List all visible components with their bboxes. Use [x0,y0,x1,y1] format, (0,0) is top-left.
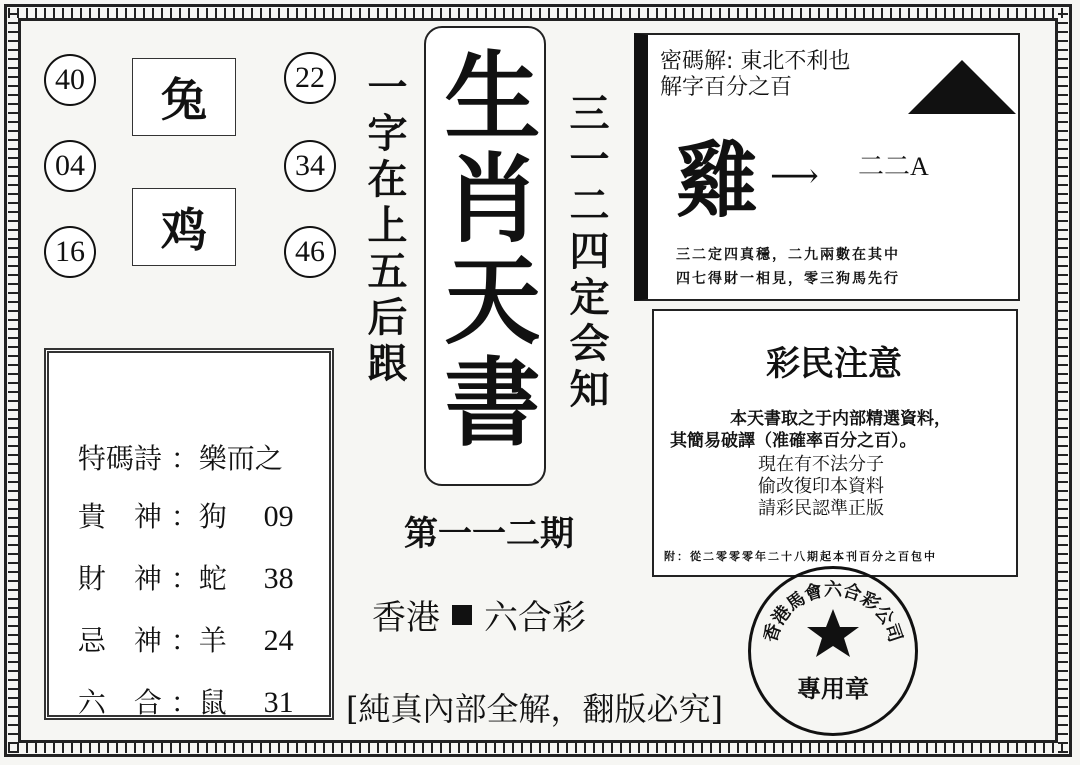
issue-number: 第一一二期 [404,514,574,554]
star-icon [807,609,859,657]
brand-line [372,590,586,639]
poem-label: 貴 神 [77,500,162,533]
arrow-text: 二二A [858,152,929,181]
poem-label: 財 神 [77,562,162,595]
poem-row: 財 神 ：蛇 38 [77,562,294,595]
poem-row: 忌 神 ：羊 24 [77,624,294,657]
border-pattern-bottom [8,743,1068,753]
poem-number: 09 [263,500,294,533]
notice-text-4: 偷改復印本資料 [758,476,884,497]
vertical-phrase-right: 三一二四定会知 [563,92,610,414]
number-circle: 22 [284,52,336,104]
border-pattern-right [1058,8,1068,753]
code-label: 密碼解: [660,49,734,74]
notice-footer: 附：從二零零零年二十八期起本刊百分之百包中 [664,550,937,563]
poem-label: 忌 神 [77,624,162,657]
main-title: 生肖天書 [429,46,542,454]
code-value: 東北不利也 [740,49,851,74]
number-circle: 46 [284,226,336,278]
big-character: 雞 [676,133,759,229]
poem-value: 樂而之 [198,442,283,475]
square-icon [452,605,472,625]
poem-value: 狗 [198,500,227,533]
poem-number: 31 [263,686,294,719]
poem-row: 貴 神 ：狗 09 [77,500,294,533]
poem-value: 蛇 [198,562,227,595]
brand-left: 香港 [372,598,440,638]
number-circle: 40 [44,54,96,106]
official-stamp [748,566,918,736]
border-pattern-top [8,8,1068,18]
stamp-center-text: 專用章 [797,674,869,703]
number-circle: 04 [44,140,96,192]
poem-value: 羊 [198,624,227,657]
number-circle: 34 [284,140,336,192]
vertical-phrase-left: 一字在上五后跟 [361,66,408,388]
notice-text-1: 本天書取之于内部精選資料， [730,409,951,429]
notice-text-3: 現在有不法分子 [758,454,884,475]
code-verse-1: 三二定四真穩，二九兩數在其中 [676,247,900,263]
poem-row: 六 合 ：鼠 31 [77,686,294,719]
brand-right: 六合彩 [484,598,586,638]
main-title-box [424,26,546,486]
triangle-icon [908,60,1016,114]
poem-number: 24 [263,624,294,657]
code-verse-2: 四七得財一相見，零三狗馬先行 [676,271,900,287]
poem-label: 六 合 [77,686,162,719]
number-circle: 16 [44,226,96,278]
code-line-2: 解字百分之百 [660,75,793,100]
notice-text-2: 其簡易破譯（准確率百分之百）。 [670,431,917,451]
poem-number: 38 [263,562,294,595]
poem-label: 特碼詩 [77,442,162,475]
notice-title: 彩民注意 [766,344,902,384]
notice-text-5: 請彩民認準正版 [758,498,884,519]
border-pattern-left [8,8,18,753]
poem-value: 鼠 [198,686,227,719]
poem-row: 特碼詩 ：樂而之 [77,442,283,475]
stamp-ring-text: 香港馬會六合彩公司 [760,579,906,645]
slogan: [純真內部全解，翻版必究] [346,690,723,728]
zodiac-box: 鸡 [132,188,236,266]
zodiac-box: 兔 [132,58,236,136]
arrow-icon: ⟶ [770,156,819,196]
